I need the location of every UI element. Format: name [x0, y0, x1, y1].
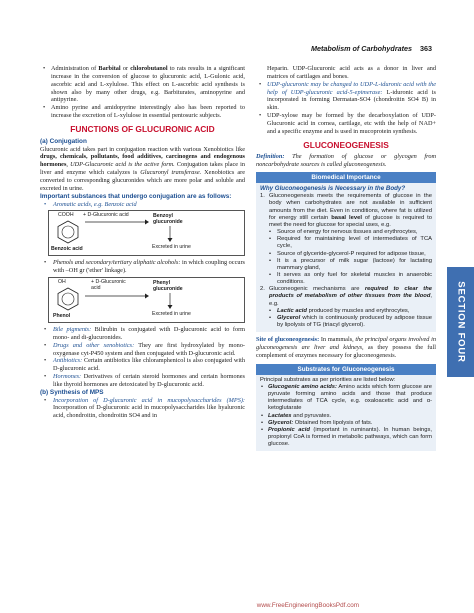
list-item: • It serves as only fuel for skeletal muscles in anaerobic conditions. — [269, 272, 432, 286]
list-item: • Drugs and other xenobiotics: They are first hydroxylated by mono-oxygenase cyt-P450 system and then conjugated with D-glucuronic acid. — [44, 341, 245, 357]
phenol-figure: OH + D-Glucuronic acid Phenyl glucuronide Excreted in urine Phenol — [48, 277, 245, 323]
list-item: • Incorporation of D-glucuronic acid in mucopolysaccharides (MPS): Incorporation of D-glucuronic acid in mucopolysaccharides like hyaluronic acid, chondroitin, chondroitin SO4 and in — [44, 396, 245, 420]
gluconeogenesis-heading: GLUCONEOGENESIS — [303, 139, 389, 150]
list-item: • Hormones: Derivatives of certain steroid hormones and certain hormones like thyroid hormones are detoxicated by D-glucuronic acid. — [44, 373, 245, 388]
footer-url: www.FreeEngineeringBooksPdf.com — [256, 602, 359, 609]
list-item: • UDP-glucuronic may be changed to UDP-L-iduronic acid with the help of UDP-glucuronic acid-5-epimerase: L-iduronic acid is incorporated in forming Dermatan-SO4 (chondroitin SO4 B) in skin. — [259, 80, 436, 112]
benzoic-acid-figure: COOH + D-Glucuronic acid Benzoyl glucuronide Excreted in urine Benzoic acid — [48, 210, 245, 256]
list-item: • Bile pigments: Bilirubin is conjugated with D-glucuronic acid to form mono- and di-glucuronides. — [44, 326, 246, 341]
list-item: • Administration of Barbital or chlorobutanol to rats results in a significant increase in the conversion of glucose to glucuronic acid, L-Gulonic acid, ascorbic acid and L-xylulose. This effect on L-ascorbic acid synthesis is shown also by many other drugs, e.g. Barbiturates, aminopyrine and antipyrine. — [43, 65, 245, 104]
list-item: • Glycerol: Obtained from lipolysis of fats. — [261, 419, 373, 426]
list-item: • It is a precursor of milk sugar (lactose) for lactating mammary gland, — [269, 257, 432, 271]
running-header — [311, 44, 432, 53]
biomedical-importance-bar: Biomedical Importance — [256, 172, 436, 183]
list-item: • Propionic acid (important in ruminants). In human beings, propionyl CoA is formed in metabolic pathways, which can form glucose. — [261, 426, 432, 448]
substrates-intro: Principal substrates as per priorities are listed below: — [260, 376, 396, 383]
mps-heading: (b) Synthesis of MPS — [40, 388, 104, 396]
left-column — [40, 65, 245, 420]
list-item: • Lactates and pyruvates. — [261, 412, 332, 419]
list-item: • Phenols and secondary/tertiary aliphatic alcohols: in which coupling occurs with –OH gr ('ether' linkage). — [44, 259, 245, 275]
section-tab — [447, 267, 474, 377]
important-substances-heading: Important substances that undergo conjugation are as follows: — [40, 192, 232, 200]
list-item: • Source of glyceride-glycerol-P required for adipose tissue, — [269, 250, 426, 257]
site-paragraph: Site of gluconeogenesis: In mammals, the principal organs involved in gluconeogenesis are liver and kidneys, as they possess the full complement of enzymes necessary for gluconeogenesis. — [256, 336, 437, 359]
substrates-bar: Substrates for Gluconeogenesis — [256, 364, 436, 375]
conjugation-heading: (a) Conjugation — [40, 137, 87, 145]
list-item: 2. Gluconeogenic mechanisms are required to clear the products of metabolism of other tissues from the blood, e.g. — [260, 286, 432, 307]
list-item: • Glycerol which is continuously produced by adipose tissue by lipolysis of TG (triacyl glycerol). — [269, 314, 432, 329]
list-item: • Source of energy for nervous tissues and erythrocytes, — [269, 229, 418, 236]
list-item: • Amino pyrine and amidopyrine interestingly also has been reported to increase the excretion of L-xylulose in essential pentosuric subjects. — [43, 104, 245, 120]
list-item: • Aromatic acids, e.g. Benzoic acid — [44, 200, 137, 208]
section-tab-label: SECTION FOUR — [455, 281, 466, 363]
list-item: • Glucogenic amino acids: Amino acids which form glucose are pyruvate forming amino acids and those that produce intermediates of TCA cycle, e.g. oxaloacetic acid and α-ketoglutarate — [261, 383, 432, 412]
right-column — [256, 65, 436, 451]
list-item: • Antibiotics: Certain antibiotics like chloramphenicol is also conjugated with D-glucuronic acid. — [44, 357, 245, 373]
list-item: • Lactic acid produced by muscles and erythrocytes, — [269, 307, 410, 314]
page-number: 363 — [420, 44, 432, 53]
benzene-ring-icon — [57, 220, 79, 244]
header-title: Metabolism of Carbohydrates — [310, 44, 412, 53]
why-title: Why Gluconeogenesis is Necessary in the Body? — [260, 185, 406, 193]
functions-heading: FUNCTIONS OF GLUCURONIC ACID — [70, 123, 215, 134]
conjugation-paragraph: Glucuronic acid takes part in conjugation reaction with various Xenobiotics like drugs, chemicals, pollutants, food additives, carcinogens and endogenous hormones, UDP-Glucuronic acid is the active form. Conjugation takes place in liver and enzyme which catalyzes is Glucuronyl transferase. Xenobiotics are converted to corresponding glucuronides which are more polar and soluble and excreted in urine. — [40, 145, 246, 192]
biomedical-box — [256, 183, 436, 332]
list-item: • UDP-xylose may be formed by the decarboxylation of UDP-Glucuronic acid in cornea, cartilage, etc with the help of NAD+ and a specific enzyme and is used in mucoprotein synthesis. — [259, 112, 436, 135]
continued-text: Heparin. UDP-Glucuronic acid acts as a donor in liver and matrices of cartilages and bones. — [267, 65, 436, 80]
definition: Definition: The formation of glucose or glycogen from noncarbohydrate sources is called gluconeogenesis. — [256, 153, 436, 169]
list-item: 1. Gluconeogenesis meets the requirements of glucose in the body when carbohydrates are not available in sufficient amounts from the diet. Even in conditions, where fat is utilized for energy still certain basal level of glucose is required to meet the need for glucose for special uses, e.g. — [260, 193, 432, 228]
benzene-ring-icon — [57, 287, 79, 311]
substrates-box — [256, 375, 436, 452]
list-item: • Required for maintaining level of intermediates of TCA cycle, — [269, 236, 432, 250]
